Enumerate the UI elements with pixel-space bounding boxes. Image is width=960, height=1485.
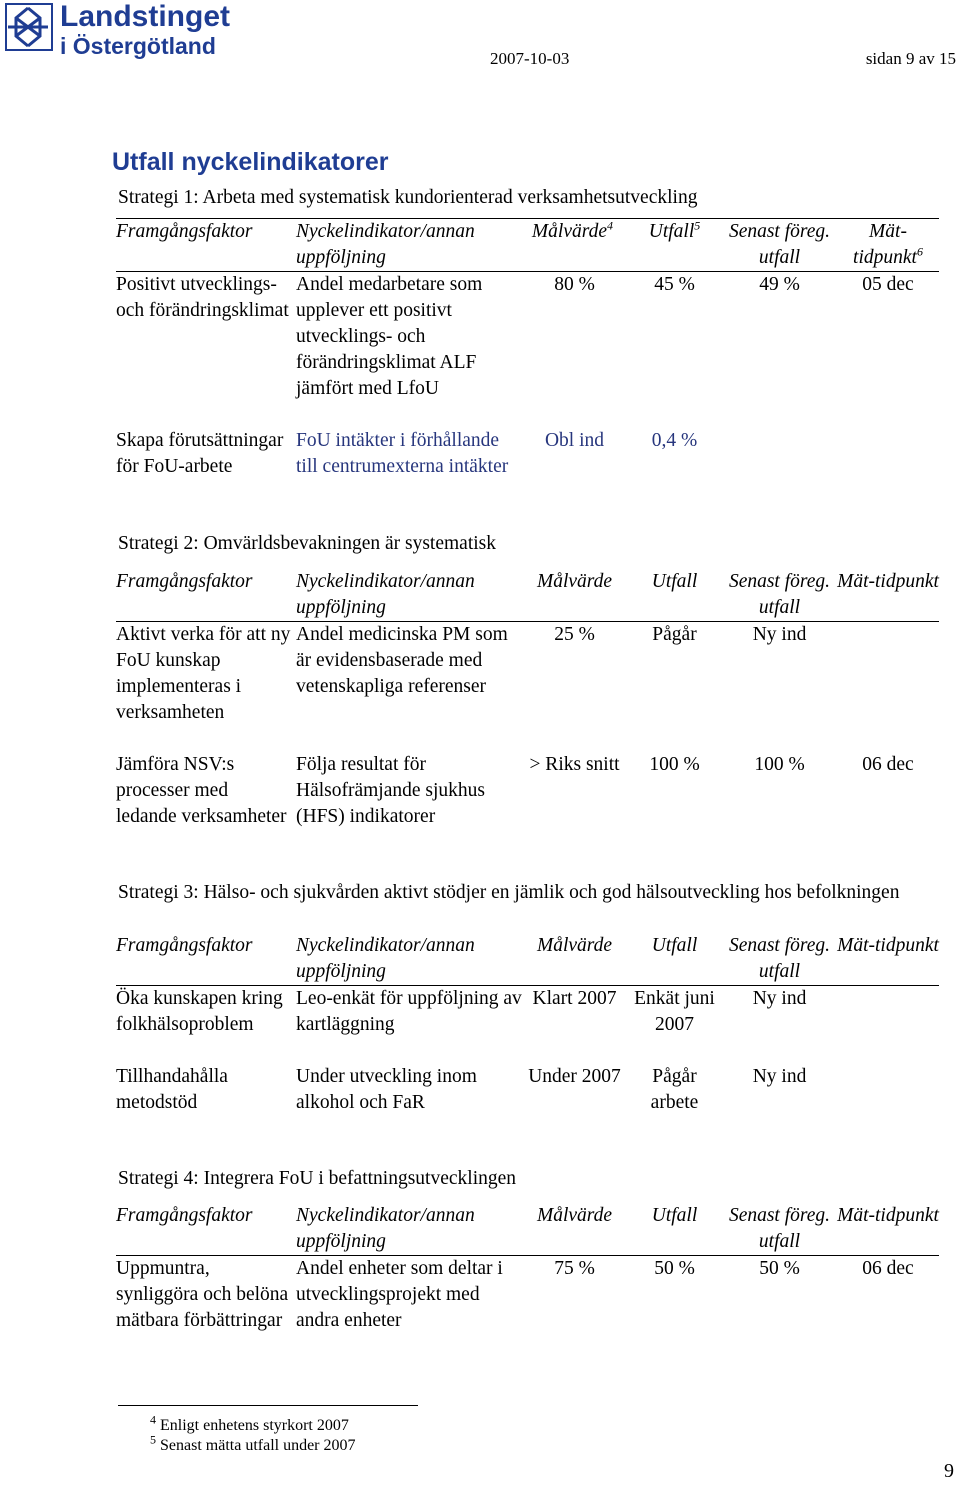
col-header-outcome: Utfall$^5$ [627, 219, 722, 272]
table-row [116, 752, 939, 830]
cell-outcome: 45 % [654, 274, 695, 295]
col-header-indicator: Nyckelindikator/annan uppföljning [292, 569, 522, 622]
strategy-4-table [116, 1203, 939, 1334]
page-title: Utfall nyckelindikatorer [112, 148, 389, 176]
strategy-2-title: Strategi 2: Omvärldsbevakningen är systematisk [118, 533, 497, 554]
cell-indicator: Andel enheter som deltar i utvecklingsprojekt med andra enheter [296, 1258, 503, 1331]
cell-factor: Positivt utvecklings- och förändringsklimat [116, 274, 289, 321]
col-header-time: Mät-tidpunkt [837, 569, 939, 622]
col-header-previous: Senast föreg. utfall [722, 933, 837, 986]
cell-factor: Öka kunskapen kring folkhälsoproblem [116, 988, 283, 1035]
col-header-previous: Senast föreg. utfall [722, 219, 837, 272]
col-header-outcome: Utfall [627, 1203, 722, 1256]
table-header-row [116, 1203, 939, 1256]
table-row [116, 622, 939, 727]
cell-target: 75 % [554, 1258, 595, 1279]
cell-indicator: FoU intäkter i förhållande till centrumexterna intäkter [296, 430, 509, 477]
footnote: $^4$ Enligt enhetens styrkort 2007 [150, 1412, 349, 1434]
col-header-factor: Framgångsfaktor [116, 1203, 292, 1256]
col-header-factor: Framgångsfaktor [116, 933, 292, 986]
cell-previous: 100 % [754, 754, 805, 775]
strategy-3-title: Strategi 3: Hälso- och sjukvården aktivt stödjer en jämlik och god hälsoutveckling hos befolkningen [118, 882, 900, 903]
header-date: 2007-10-03 [490, 49, 570, 68]
strategy-1-title: Strategi 1: Arbeta med systematisk kundorienterad verksamhetsutveckling [118, 187, 698, 208]
cell-target: > Riks snitt [529, 754, 620, 775]
cell-previous [722, 428, 837, 480]
cell-outcome: 0,4 % [651, 430, 698, 451]
table-header-row [116, 219, 939, 272]
cell-factor: Uppmuntra, synliggöra och belöna mätbara förbättringar [116, 1258, 289, 1331]
cell-previous: Ny ind [752, 1066, 807, 1087]
cell-target: 80 % [554, 274, 595, 295]
cell-factor: Tillhandahålla metodstöd [116, 1066, 228, 1113]
col-header-target: Målvärde [522, 1203, 627, 1256]
cell-indicator: Följa resultat för Hälsofrämjande sjukhus (HFS) indikatorer [296, 754, 486, 827]
cell-factor: Aktivt verka för att ny FoU kunskap implementeras i verksamheten [116, 624, 291, 723]
strategy-4-section [116, 1203, 939, 1334]
cell-previous: Ny ind [752, 988, 807, 1009]
col-header-factor: Framgångsfaktor [116, 569, 292, 622]
table-header-row [116, 933, 939, 986]
col-header-indicator: Nyckelindikator/annan uppföljning [292, 1203, 522, 1256]
col-header-factor: Framgångsfaktor [116, 219, 292, 272]
col-header-target: Målvärde [522, 569, 627, 622]
col-header-indicator: Nyckelindikator/annan uppföljning [292, 219, 522, 272]
cell-outcome: Pågår arbete [650, 1066, 699, 1113]
logo-line2: i Östergötland [60, 33, 216, 59]
cell-time: 05 dec [862, 274, 914, 295]
col-header-time: Mät-tidpunkt$^6$ [837, 219, 939, 272]
col-header-target: Målvärde$^4$ [522, 219, 627, 272]
col-header-indicator: Nyckelindikator/annan uppföljning [292, 933, 522, 986]
cell-factor: Skapa förutsättningar för FoU-arbete [116, 430, 284, 477]
cell-target: Under 2007 [528, 1066, 621, 1087]
col-header-previous: Senast föreg. utfall [722, 1203, 837, 1256]
cell-indicator: Under utveckling inom alkohol och FaR [296, 1066, 477, 1113]
strategy-3-section [116, 933, 939, 1116]
cell-outcome: Enkät juni 2007 [634, 988, 715, 1035]
col-header-outcome: Utfall [627, 569, 722, 622]
table-row [116, 272, 939, 403]
footnotes [118, 1405, 418, 1456]
col-header-time: Mät-tidpunkt [837, 933, 939, 986]
col-header-target: Målvärde [522, 933, 627, 986]
footnote: $^5$ Senast mätta utfall under 2007 [150, 1432, 356, 1454]
strategy-1-section [116, 218, 939, 480]
cell-indicator: Leo-enkät för uppföljning av kartläggning [296, 988, 522, 1035]
cell-previous: Ny ind [752, 624, 807, 645]
col-header-time: Mät-tidpunkt [837, 1203, 939, 1256]
cell-outcome: Pågår [652, 624, 697, 645]
cell-time [837, 622, 939, 727]
cell-outcome: 100 % [649, 754, 700, 775]
cell-outcome: 50 % [654, 1258, 695, 1279]
header-page-info: sidan 9 av 15 [865, 49, 956, 68]
cell-previous: 49 % [759, 274, 800, 295]
cell-time [837, 986, 939, 1039]
strategy-3-table [116, 933, 939, 1116]
cell-time [837, 1064, 939, 1116]
table-header-row [116, 569, 939, 622]
cell-time: 06 dec [862, 754, 914, 775]
strategy-2-section [116, 569, 939, 830]
cell-target: Klart 2007 [532, 988, 617, 1009]
cell-previous: 50 % [759, 1258, 800, 1279]
cell-time: 06 dec [862, 1258, 914, 1279]
col-header-previous: Senast föreg. utfall [722, 569, 837, 622]
cell-indicator: Andel medarbetare som upplever ett positivt utvecklings- och förändringsklimat ALF jämfört med LfoU [296, 274, 483, 399]
strategy-1-table [116, 218, 939, 480]
cell-factor: Jämföra NSV:s processer med ledande verksamheter [116, 754, 287, 827]
table-row [116, 986, 939, 1039]
cell-target: Obl ind [544, 430, 605, 451]
table-row [116, 1064, 939, 1116]
page-number: 9 [944, 1460, 954, 1482]
table-row [116, 428, 939, 480]
cell-indicator: Andel medicinska PM som är evidensbaserade med vetenskapliga referenser [296, 624, 508, 697]
strategy-4-title: Strategi 4: Integrera FoU i befattningsutvecklingen [118, 1168, 517, 1189]
table-row [116, 1256, 939, 1335]
col-header-outcome: Utfall [627, 933, 722, 986]
strategy-2-table [116, 569, 939, 830]
logo-line1: Landstinget [60, 0, 230, 33]
cell-target: 25 % [554, 624, 595, 645]
cell-time [837, 428, 939, 480]
